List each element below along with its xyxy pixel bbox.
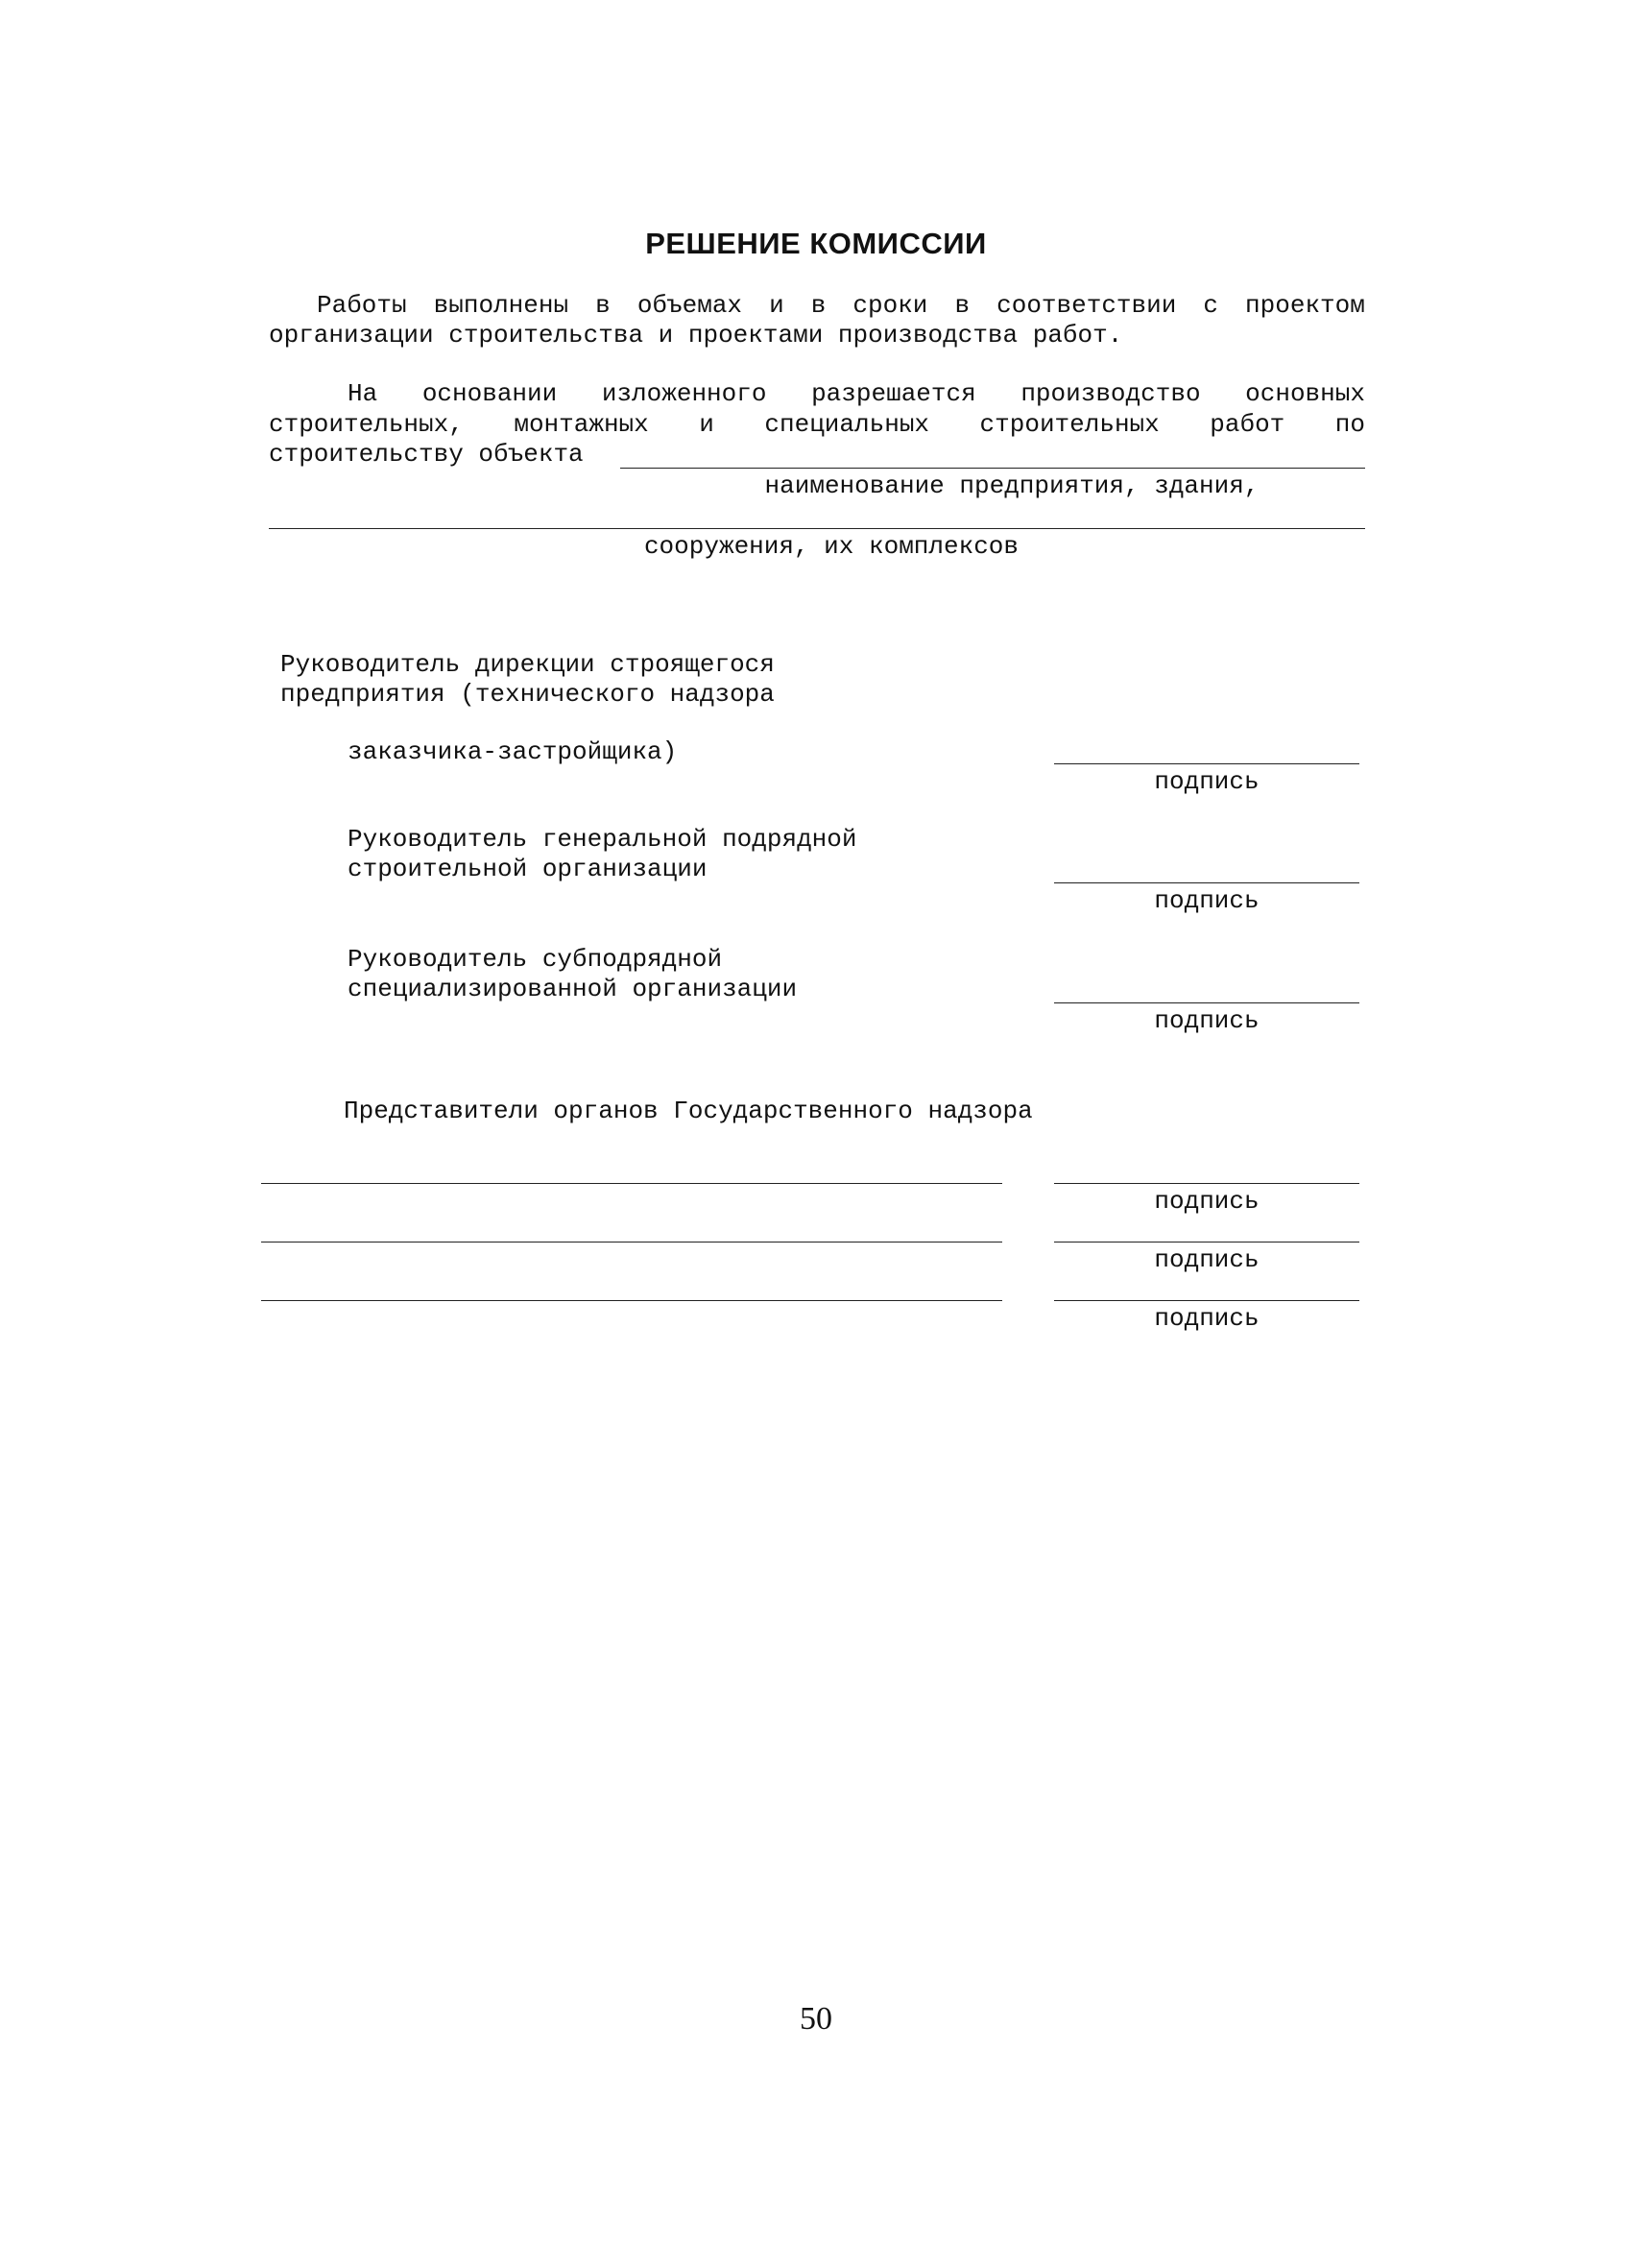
object-name-caption: наименование предприятия, здания, bbox=[764, 471, 1260, 500]
paragraph-2-line-2 bbox=[269, 410, 1365, 440]
word: специальных bbox=[764, 410, 930, 439]
word: соответствии bbox=[996, 291, 1177, 320]
word: строительных, bbox=[269, 410, 464, 439]
word: объемах bbox=[636, 291, 743, 320]
general-contractor-label-line-1: Руководитель генеральной подрядной bbox=[348, 825, 857, 854]
word: и bbox=[699, 410, 714, 439]
object-name-field-2[interactable] bbox=[269, 528, 1365, 529]
word: основании bbox=[421, 379, 558, 408]
word: по bbox=[1334, 410, 1365, 439]
object-type-caption: сооружения, их комплексов bbox=[643, 532, 1020, 561]
state-representative-signature-field-2[interactable] bbox=[1054, 1242, 1359, 1243]
subcontractor-label-line-2: специализированной организации bbox=[348, 975, 798, 1003]
director-signature-field[interactable] bbox=[1054, 763, 1359, 764]
director-signature-caption: подпись bbox=[1154, 767, 1260, 796]
state-representative-name-field-2[interactable] bbox=[261, 1242, 1002, 1243]
word: основных bbox=[1245, 379, 1365, 408]
word: монтажных bbox=[514, 410, 649, 439]
word: в bbox=[810, 291, 827, 320]
page-number: 50 bbox=[800, 2001, 832, 2037]
general-contractor-signature-field[interactable] bbox=[1054, 882, 1359, 883]
word: Работы bbox=[317, 291, 407, 320]
state-representative-name-field-3[interactable] bbox=[261, 1300, 1002, 1301]
word: производство bbox=[1020, 379, 1201, 408]
word: сроки bbox=[852, 291, 928, 320]
state-representative-name-field-1[interactable] bbox=[261, 1183, 1002, 1184]
word: выполнены bbox=[433, 291, 569, 320]
word: работ bbox=[1210, 410, 1285, 439]
word: разрешается bbox=[811, 379, 976, 408]
subcontractor-signature-caption: подпись bbox=[1154, 1006, 1260, 1035]
general-contractor-signature-caption: подпись bbox=[1154, 886, 1260, 915]
state-representative-signature-caption-3: подпись bbox=[1154, 1304, 1260, 1333]
paragraph-1-line-1 bbox=[317, 291, 1365, 321]
state-representative-signature-field-1[interactable] bbox=[1054, 1183, 1359, 1184]
subcontractor-signature-field[interactable] bbox=[1054, 1002, 1359, 1003]
word: с bbox=[1203, 291, 1218, 320]
word: в bbox=[595, 291, 611, 320]
director-label-line-1: Руководитель дирекции строящегося bbox=[280, 650, 775, 679]
state-representative-signature-caption-2: подпись bbox=[1154, 1245, 1260, 1274]
general-contractor-label-line-2: строительной организации bbox=[348, 855, 708, 883]
word: и bbox=[769, 291, 784, 320]
state-representative-signature-field-3[interactable] bbox=[1054, 1300, 1359, 1301]
director-label-line-3: заказчика-застройщика) bbox=[348, 737, 678, 766]
subcontractor-label-line-1: Руководитель субподрядной bbox=[348, 945, 723, 974]
word: изложенного bbox=[601, 379, 767, 408]
state-representative-signature-caption-1: подпись bbox=[1154, 1187, 1260, 1216]
document-title: РЕШЕНИЕ КОМИССИИ bbox=[645, 227, 987, 260]
state-supervision-header: Представители органов Государственного надзора bbox=[344, 1097, 1033, 1125]
word: в bbox=[954, 291, 971, 320]
director-label-line-2: предприятия (технического надзора bbox=[280, 680, 775, 709]
word: строительных bbox=[979, 410, 1160, 439]
object-name-field[interactable] bbox=[620, 468, 1365, 469]
word: На bbox=[348, 379, 378, 408]
paragraph-2-line-1 bbox=[348, 379, 1365, 409]
paragraph-1-line-2: организации строительства и проектами производства работ. bbox=[269, 321, 1123, 350]
word: проектом bbox=[1245, 291, 1365, 320]
paragraph-2-line-3: строительству объекта bbox=[269, 440, 584, 469]
